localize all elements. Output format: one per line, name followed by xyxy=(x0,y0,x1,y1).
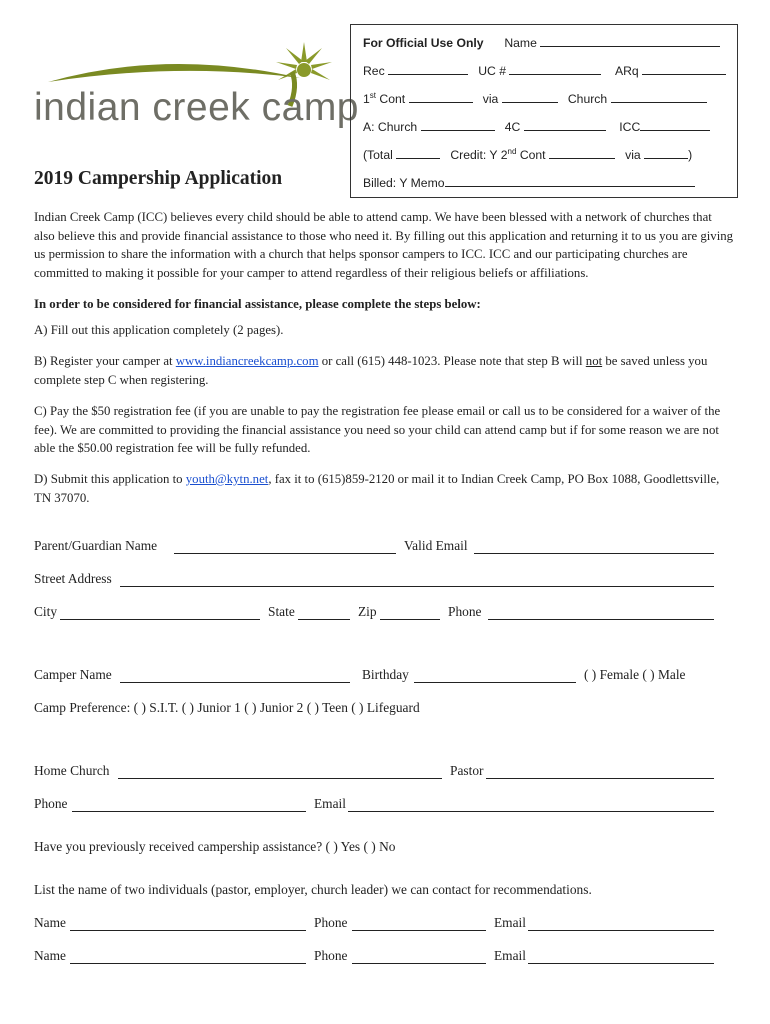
official-row-3 xyxy=(363,91,707,106)
logo-text: indian creek camp xyxy=(34,86,359,129)
steps-heading xyxy=(34,295,734,314)
state-field[interactable] xyxy=(298,619,350,620)
zip-label: Zip xyxy=(358,604,377,619)
arq-label: ARq xyxy=(614,64,639,78)
ref2-email-label: Email xyxy=(494,948,526,963)
ref-intro-text: List the name of two individuals (pastor, employer, church leader) we can contact for recommendations. xyxy=(34,882,592,897)
birthday-field[interactable] xyxy=(414,682,576,683)
a-church-label: A: Church xyxy=(363,120,418,134)
step-b-not: not xyxy=(585,354,603,368)
prev-assist-question[interactable]: Have you previously received campership assistance? ( ) Yes ( ) No xyxy=(34,839,396,854)
first-cont-label: 1 xyxy=(363,92,370,107)
form-row-church xyxy=(34,763,714,783)
steps-heading-text: In order to be considered for financial assistance, please complete the steps below: xyxy=(34,297,481,311)
uc-line[interactable] xyxy=(509,63,601,75)
state-label: State xyxy=(268,604,295,619)
step-c: C) Pay the $50 registration fee (if you are unable to pay the registration fee please email or call us to be considered for a waiver of the fee). We are committed to providing the financial assistance you need so your child can attend camp but if for some reason we are not able the $50.00 registration fee will be fully refunded. xyxy=(34,404,721,456)
form-row-street xyxy=(34,571,714,591)
form-row-ref-1 xyxy=(34,915,714,935)
church-email-field[interactable] xyxy=(348,811,714,812)
form-row-prev-assist xyxy=(34,839,714,859)
billed-label: Billed: Y Memo xyxy=(363,176,445,190)
official-use-box xyxy=(350,24,738,198)
camper-name-field[interactable] xyxy=(120,682,350,683)
form-row-ref-intro xyxy=(34,882,714,902)
ref1-phone-field[interactable] xyxy=(352,930,486,931)
step-b-pre: B) Register your camper at xyxy=(34,354,176,368)
home-church-field[interactable] xyxy=(118,778,442,779)
valid-email-field[interactable] xyxy=(474,553,714,554)
form-row-camp-pref xyxy=(34,700,714,720)
form-row-camper xyxy=(34,667,714,687)
form-row-parent xyxy=(34,538,714,558)
step-b-mid: or call (615) 448-1023. Please note that step B will xyxy=(318,354,586,368)
uc-label: UC # xyxy=(478,64,507,78)
ref2-phone-field[interactable] xyxy=(352,963,486,964)
camp-logo xyxy=(18,28,359,148)
step-a: A) Fill out this application completely (2 pages). xyxy=(34,323,284,337)
form-row-ref-2 xyxy=(34,948,714,968)
icc-line[interactable] xyxy=(640,119,710,131)
ref1-name-field[interactable] xyxy=(70,930,306,931)
camper-name-label: Camper Name xyxy=(34,667,112,682)
phone-field[interactable] xyxy=(488,619,714,620)
gender-options[interactable]: ( ) Female ( ) Male xyxy=(584,667,686,682)
step-d-post: , fax it to (615)859-2120 or mail it to Indian Creek Camp, PO Box 1088, Goodlettsville, TN 37070. xyxy=(34,472,720,505)
parent-name-field[interactable] xyxy=(174,553,396,554)
home-church-label: Home Church xyxy=(34,763,110,778)
rec-label: Rec xyxy=(363,64,385,78)
form-row-church-contact xyxy=(34,796,714,816)
step-d xyxy=(34,470,734,507)
church-line[interactable] xyxy=(611,91,707,103)
4c-line[interactable] xyxy=(524,119,606,131)
ref1-name-label: Name xyxy=(34,915,66,930)
website-link[interactable]: www.indiancreekcamp.com xyxy=(175,354,319,368)
credit-cont-label: Cont xyxy=(519,148,546,163)
parent-name-label: Parent/Guardian Name xyxy=(34,538,158,553)
official-row-5 xyxy=(363,147,692,162)
zip-field[interactable] xyxy=(380,619,440,620)
total-line[interactable] xyxy=(396,147,440,159)
ref1-phone-label: Phone xyxy=(314,915,348,930)
official-name-line[interactable] xyxy=(540,35,720,47)
form-row-city xyxy=(34,604,714,624)
credit-sup: nd xyxy=(507,147,517,156)
church-phone-label: Phone xyxy=(34,796,68,811)
valid-email-label: Valid Email xyxy=(404,538,468,553)
pastor-field[interactable] xyxy=(486,778,714,779)
credit-label: Credit: Y 2 xyxy=(450,148,508,163)
church-phone-field[interactable] xyxy=(72,811,306,812)
step-d-pre: D) Submit this application to xyxy=(34,472,186,486)
step-b xyxy=(34,352,734,389)
pastor-label: Pastor xyxy=(450,763,484,778)
ref2-email-field[interactable] xyxy=(528,963,714,964)
official-row-1 xyxy=(363,35,720,50)
a-church-line[interactable] xyxy=(421,119,495,131)
close-paren: ) xyxy=(688,148,693,163)
church-label: Church xyxy=(567,92,608,107)
official-name-label: Name xyxy=(504,36,537,50)
step-b-post: be saved unless you complete step C when registering. xyxy=(34,354,708,387)
email-link[interactable]: youth@kytn.net xyxy=(185,472,269,486)
church-email-label: Email xyxy=(314,796,346,811)
official-row-2 xyxy=(363,63,726,78)
icc-label: ICC xyxy=(619,120,641,134)
first-cont-sup: st xyxy=(369,91,377,100)
ref2-name-field[interactable] xyxy=(70,963,306,964)
4c-label: 4C xyxy=(504,120,521,134)
page-title: 2019 Campership Application xyxy=(34,168,283,189)
city-field[interactable] xyxy=(60,619,260,620)
arq-line[interactable] xyxy=(642,63,726,75)
ref2-name-label: Name xyxy=(34,948,66,963)
ref2-phone-label: Phone xyxy=(314,948,348,963)
street-field[interactable] xyxy=(120,586,714,587)
official-heading: For Official Use Only xyxy=(363,36,484,50)
credit-cont-line[interactable] xyxy=(549,147,615,159)
intro-paragraph: Indian Creek Camp (ICC) believes every child should be able to attend camp. We have been blessed with a network of churches that also believe this and provide financial assistance to those who need it. By filling out this application and returning it to us you are giving us permission to share the information with a church that helps sponsor campers to ICC. ICC and our participating churches are committed to making it possible for your camper to attend regardless of their religious beliefs or affiliations. xyxy=(34,210,734,280)
ref1-email-label: Email xyxy=(494,915,526,930)
camp-preference-options[interactable]: Camp Preference: ( ) S.I.T. ( ) Junior 1 ( ) Junior 2 ( ) Teen ( ) Lifeguard xyxy=(34,700,420,715)
phone-label: Phone xyxy=(448,604,482,619)
birthday-label: Birthday xyxy=(362,667,409,682)
city-label: City xyxy=(34,604,58,619)
via2-label: via xyxy=(625,148,641,163)
via2-line[interactable] xyxy=(644,147,688,159)
official-row-4 xyxy=(363,119,710,134)
first-cont-suffix: Cont xyxy=(379,92,406,107)
via-line[interactable] xyxy=(502,91,558,103)
memo-line[interactable] xyxy=(445,175,695,187)
total-label: (Total xyxy=(363,148,393,163)
official-row-6 xyxy=(363,175,695,190)
ref1-email-field[interactable] xyxy=(528,930,714,931)
rec-line[interactable] xyxy=(388,63,468,75)
via-label: via xyxy=(482,92,499,107)
first-cont-line[interactable] xyxy=(409,91,473,103)
street-label: Street Address xyxy=(34,571,112,586)
